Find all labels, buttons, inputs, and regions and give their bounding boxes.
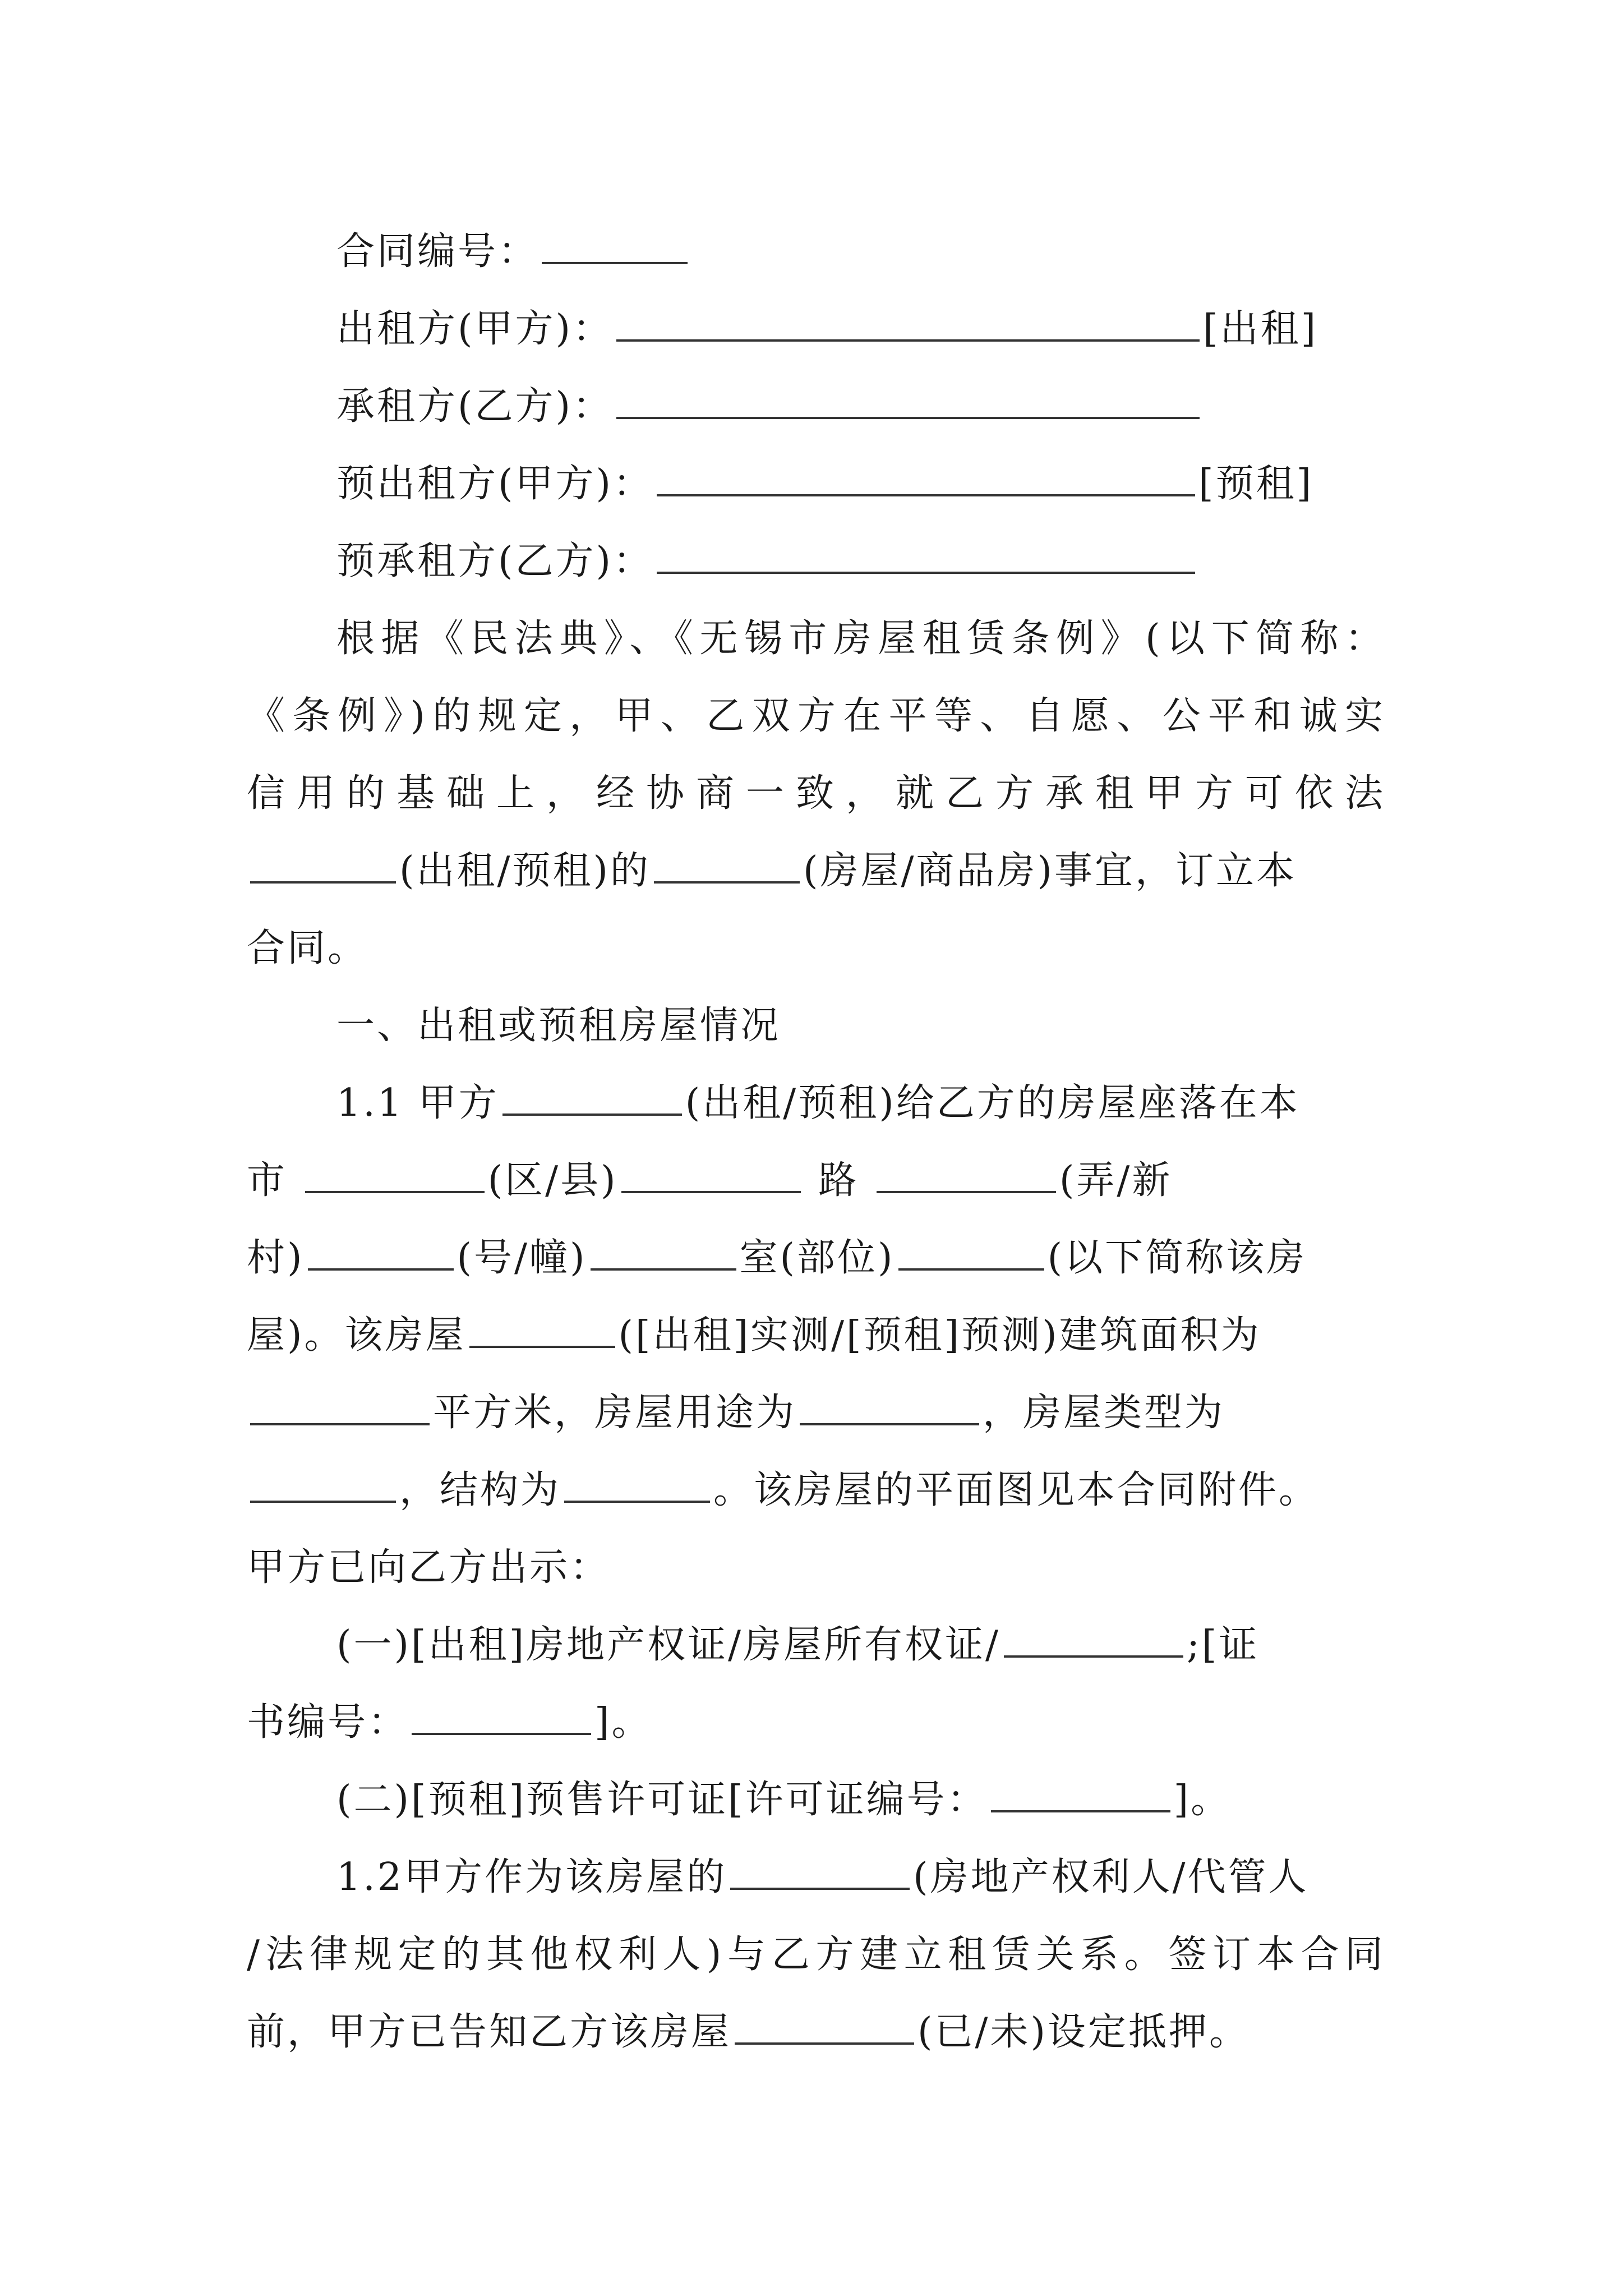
clause-1-1-line-5 (247, 1374, 1385, 1452)
lessor-label: 出租方(甲方)： (336, 307, 614, 351)
lessor-suffix: [出租] (1203, 307, 1318, 351)
clause-1-2-line-1 (247, 1839, 1385, 1916)
clause-1-1-line-6 (247, 1452, 1385, 1529)
intro-text-1: 根据《民法典》、《无锡市房屋租赁条例》(以下简称： (336, 616, 1385, 661)
clause-text: (房地产权利人/代管人 (913, 1855, 1309, 1899)
clause-text: 平方米，房屋用途为 (433, 1391, 797, 1435)
section-1-title (247, 987, 1385, 1065)
lane-blank[interactable] (877, 1158, 1056, 1193)
building-blank[interactable] (308, 1236, 454, 1271)
lessee-line (247, 368, 1385, 445)
pre-lessor-blank[interactable] (657, 462, 1195, 496)
clause-text: (弄/新 (1059, 1158, 1173, 1203)
clause-text: 前，甲方已告知乙方该房屋 (247, 2010, 732, 2054)
intro-line-5 (247, 910, 1385, 987)
contract-number-blank[interactable] (542, 229, 688, 264)
certificate-type-blank[interactable] (1004, 1623, 1183, 1658)
lessee-label: 承租方(乙方)： (336, 384, 614, 429)
contract-number-line (247, 213, 1385, 291)
clause-text: ，房屋类型为 (983, 1391, 1225, 1435)
area-blank[interactable] (250, 1391, 430, 1425)
clause-text: 村) (247, 1236, 305, 1280)
room-blank[interactable] (591, 1236, 736, 1271)
rent-type-blank[interactable] (250, 849, 396, 884)
structure-blank[interactable] (564, 1468, 710, 1503)
section-1-title-text: 一、出租或预租房屋情况 (336, 1004, 781, 1048)
clause-text: ;[证 (1186, 1623, 1260, 1667)
usage-blank[interactable] (800, 1391, 979, 1425)
clause-1-1-line-7 (247, 1529, 1385, 1607)
clause-text: (二)[预租]预售许可证[许可证编号： (336, 1778, 988, 1822)
property-type-blank[interactable] (654, 849, 800, 884)
lessor-blank[interactable] (616, 307, 1200, 342)
intro-text-2: 《条例》)的规定，甲、乙双方在平等、自愿、公平和诚实 (247, 694, 1385, 738)
intro-text-4a: (出租/预租)的 (399, 849, 651, 893)
owner-role-blank[interactable] (730, 1855, 910, 1890)
clause-text: 1.1 甲方 (336, 1081, 499, 1125)
lessor-line (247, 291, 1385, 368)
pre-lessee-label: 预承租方(乙方)： (336, 539, 654, 583)
clause-text: 甲方已向乙方出示： (247, 1545, 611, 1590)
clause-text: 路 (818, 1158, 859, 1203)
clause-text: 1.2甲方作为该房屋的 (336, 1855, 727, 1899)
clause-1-2-line-2 (247, 1916, 1385, 1994)
intro-text-4b: (房屋/商品房)事宜，订立本 (803, 849, 1297, 893)
clause-text: ]。 (594, 1700, 652, 1745)
intro-text-5: 合同。 (247, 926, 368, 970)
clause-text: 室(部位) (739, 1236, 895, 1280)
clause-text: 市 (247, 1158, 288, 1203)
rent-mode-blank[interactable] (502, 1081, 682, 1116)
clause-1-1-line-4 (247, 1297, 1385, 1374)
area-type-blank[interactable] (469, 1313, 615, 1348)
item-1-line-1 (247, 1607, 1385, 1684)
clause-text: 。该房屋的平面图见本合同附件。 (713, 1468, 1320, 1512)
intro-line-1 (247, 600, 1385, 678)
lessee-blank[interactable] (616, 384, 1200, 419)
pre-lessee-line (247, 523, 1385, 600)
clause-1-1-line-3 (247, 1220, 1385, 1297)
clause-1-1-line-2 (247, 1142, 1385, 1220)
house-type-blank[interactable] (250, 1468, 396, 1503)
certificate-number-blank[interactable] (412, 1700, 591, 1735)
intro-line-2 (247, 678, 1385, 755)
clause-text: (号/幢) (457, 1236, 587, 1280)
pre-lessor-label: 预出租方(甲方)： (336, 462, 654, 506)
pre-lessee-blank[interactable] (657, 539, 1195, 574)
clause-1-1-line-1 (247, 1065, 1385, 1142)
clause-1-2-line-3 (247, 1994, 1385, 2071)
contract-body (247, 213, 1385, 2071)
district-blank[interactable] (305, 1158, 485, 1193)
contract-number-label: 合同编号： (336, 229, 539, 274)
intro-line-4 (247, 832, 1385, 910)
pre-lessor-suffix: [预租] (1198, 462, 1314, 506)
road-blank[interactable] (621, 1158, 801, 1193)
clause-text: /法律规定的其他权利人)与乙方建立租赁关系。签订本合同 (247, 1932, 1385, 1977)
clause-text: (区/县) (487, 1158, 618, 1203)
item-2-line-1 (247, 1761, 1385, 1839)
mortgage-status-blank[interactable] (735, 2010, 914, 2045)
clause-text: (出租/预租)给乙方的房屋座落在本 (685, 1081, 1300, 1125)
clause-text: ，结构为 (399, 1468, 561, 1512)
clause-text: 屋)。该房屋 (247, 1313, 466, 1358)
clause-text: ]。 (1173, 1778, 1232, 1822)
intro-line-3 (247, 755, 1385, 832)
clause-text: (一)[出租]房地产权证/房屋所有权证/ (336, 1623, 1000, 1667)
clause-text: ([出租]实测/[预租]预测)建筑面积为 (618, 1313, 1261, 1358)
part-blank[interactable] (898, 1236, 1044, 1271)
clause-text: (已/未)设定抵押。 (917, 2010, 1249, 2054)
clause-text: (以下简称该房 (1047, 1236, 1307, 1280)
intro-text-3: 信用的基础上，经协商一致，就乙方承租甲方可依法 (247, 771, 1385, 816)
permit-number-blank[interactable] (991, 1778, 1170, 1812)
item-1-line-2 (247, 1684, 1385, 1761)
pre-lessor-line (247, 445, 1385, 523)
clause-text: 书编号： (247, 1700, 409, 1745)
